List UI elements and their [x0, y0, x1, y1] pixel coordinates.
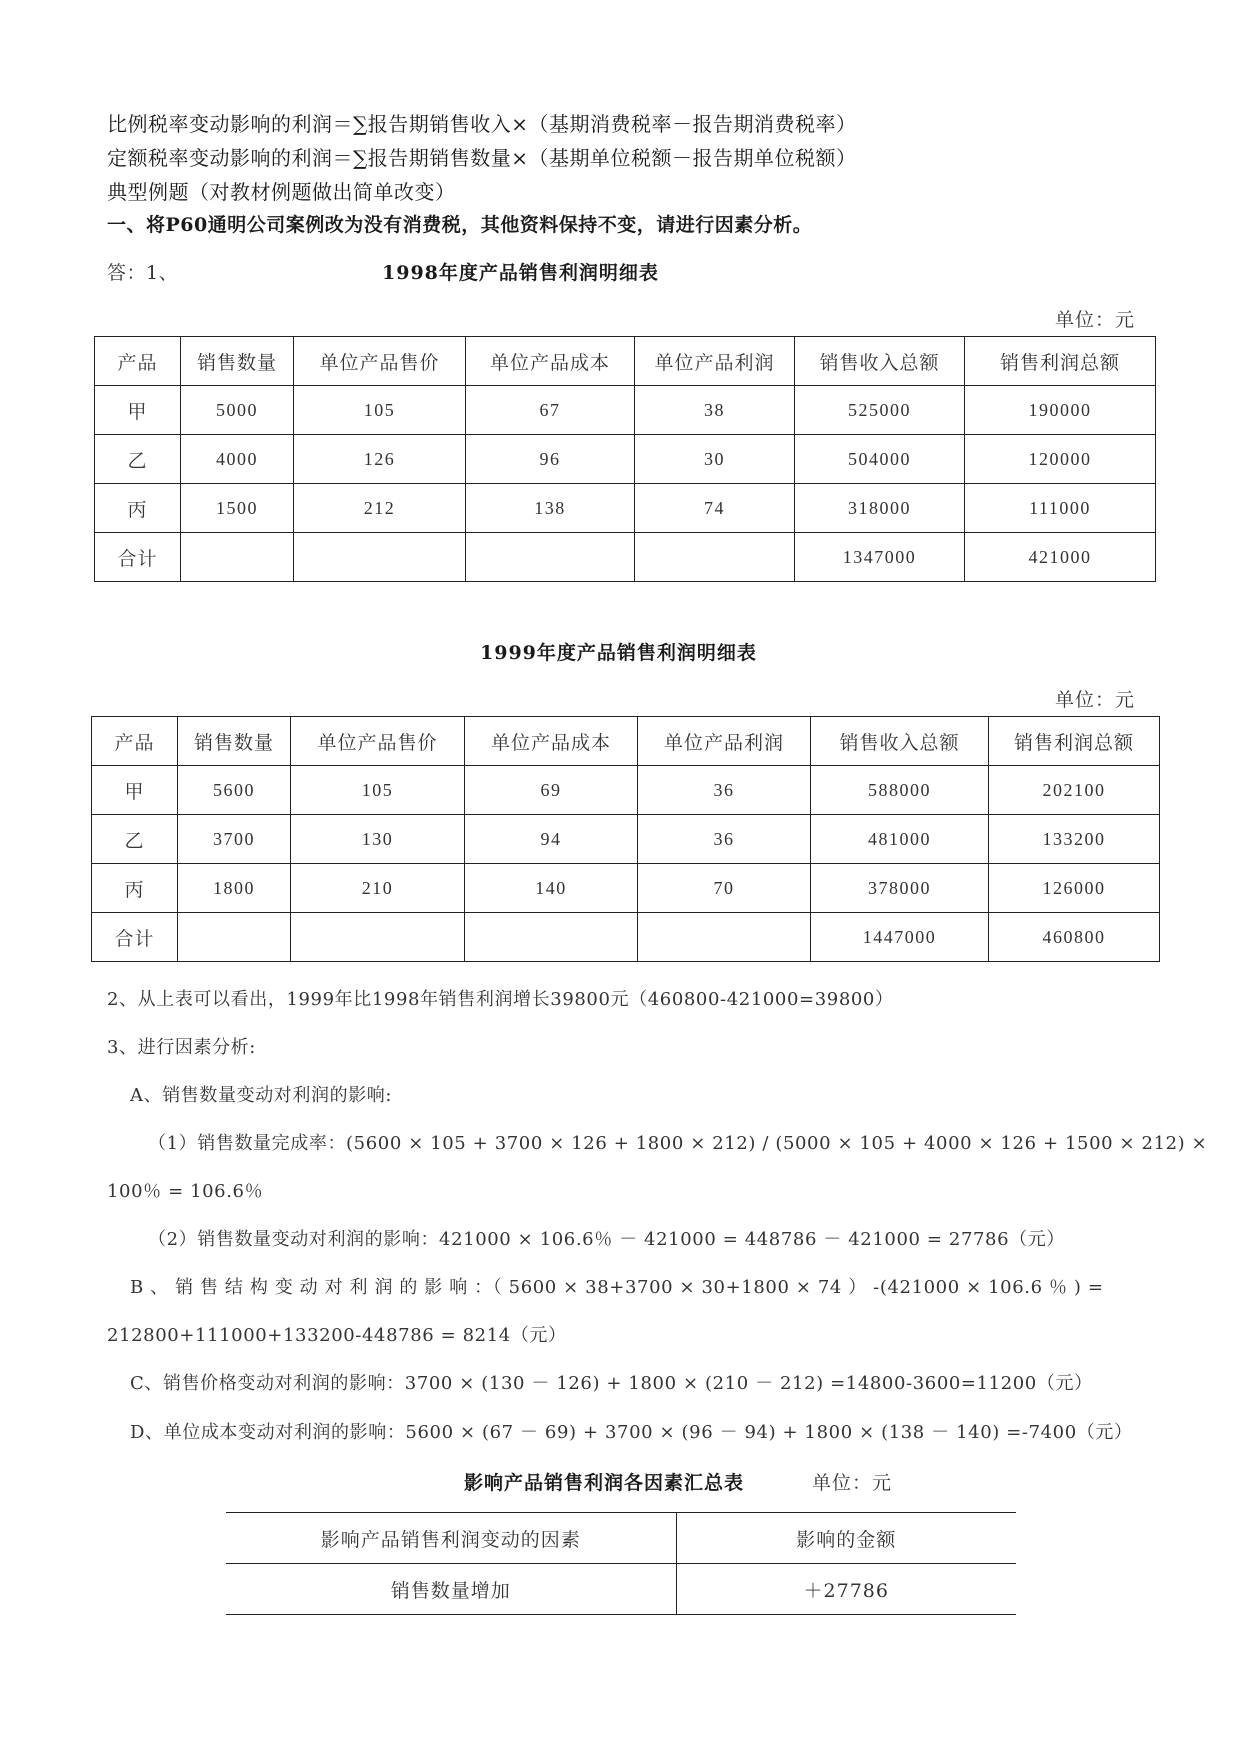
summary-header-row [226, 1513, 1016, 1564]
analysis-a1-line1: （1）销售数量完成率：(5600 × 105 + 3700 × 126 + 1800 × 212) / (5000 × 105 + 4000 × 126 + 1500 × 212) × [148, 1133, 1208, 1154]
table-cell [466, 533, 635, 582]
analysis-a-heading: A、销售数量变动对利润的影响: [130, 1085, 393, 1106]
analysis-d: D、单位成本变动对利润的影响：5600 × (67 － 69) + 3700 × (96 － 94) + 1800 × (138 － 140) =-7400（元） [130, 1422, 1133, 1443]
table-cell: 504000 [795, 435, 965, 484]
product-cell: 合计 [95, 533, 181, 582]
column-header: 销售收入总额 [795, 337, 965, 386]
column-header: 单位产品成本 [465, 717, 638, 766]
table-1998 [94, 336, 1156, 582]
table-cell: 210 [291, 864, 465, 913]
table-cell: 36 [638, 766, 811, 815]
table-cell: 4000 [181, 435, 294, 484]
table-cell: 120000 [965, 435, 1156, 484]
product-cell: 甲 [92, 766, 178, 815]
product-cell: 合计 [92, 913, 178, 962]
table-row [92, 864, 1160, 913]
analysis-c: C、销售价格变动对利润的影响：3700 × (130 － 126) + 1800 × (210 － 212) =14800-3600=11200（元） [130, 1373, 1093, 1394]
summary-cell: ＋27786 [676, 1564, 1016, 1615]
table-cell: 190000 [965, 386, 1156, 435]
summary-unit: 单位：元 [812, 1472, 893, 1494]
table-cell: 1800 [178, 864, 291, 913]
table-header-row [92, 717, 1160, 766]
product-cell: 乙 [95, 435, 181, 484]
table-row [95, 484, 1156, 533]
table-cell: 67 [466, 386, 635, 435]
example-heading: 典型例题（对教材例题做出简单改变） [107, 180, 456, 204]
column-header: 单位产品利润 [638, 717, 811, 766]
table-1999-title: 1999年度产品销售利润明细表 [480, 642, 757, 664]
table-cell: 1447000 [811, 913, 989, 962]
product-cell: 丙 [95, 484, 181, 533]
table-cell [291, 913, 465, 962]
column-header: 单位产品成本 [466, 337, 635, 386]
table-cell: 105 [291, 766, 465, 815]
table-cell: 1347000 [795, 533, 965, 582]
product-cell: 甲 [95, 386, 181, 435]
summary-column-header: 影响的金额 [676, 1513, 1016, 1564]
table-cell [465, 913, 638, 962]
table-cell: 378000 [811, 864, 989, 913]
table-cell: 138 [466, 484, 635, 533]
column-header: 销售数量 [181, 337, 294, 386]
table-cell: 5600 [178, 766, 291, 815]
table-cell: 318000 [795, 484, 965, 533]
table-cell: 38 [635, 386, 795, 435]
table-cell [181, 533, 294, 582]
table-cell: 69 [465, 766, 638, 815]
analysis-b-line2: 212800+111000+133200-448786 = 8214（元） [107, 1325, 567, 1346]
table-1999 [91, 716, 1160, 962]
column-header: 单位产品售价 [291, 717, 465, 766]
table-cell: 212 [294, 484, 466, 533]
table-cell [178, 913, 291, 962]
product-cell: 丙 [92, 864, 178, 913]
table-cell: 3700 [178, 815, 291, 864]
table-cell: 5000 [181, 386, 294, 435]
table-cell: 588000 [811, 766, 989, 815]
table-row [95, 435, 1156, 484]
table-cell: 202100 [989, 766, 1160, 815]
column-header: 销售收入总额 [811, 717, 989, 766]
question-text: 一、将P60通明公司案例改为没有消费税，其他资料保持不变，请进行因素分析。 [107, 214, 813, 236]
table-cell: 36 [638, 815, 811, 864]
summary-table [226, 1512, 1016, 1615]
table-cell: 130 [291, 815, 465, 864]
column-header: 销售数量 [178, 717, 291, 766]
summary-cell: 销售数量增加 [226, 1564, 676, 1615]
summary-row [226, 1564, 1016, 1615]
table-header-row [95, 337, 1156, 386]
table-cell: 481000 [811, 815, 989, 864]
summary-title: 影响产品销售利润各因素汇总表 [464, 1472, 745, 1494]
analysis-b-line1: B 、 销 售 结 构 变 动 对 利 润 的 影 响 ：（ 5600 × 38+3700 × 30+1800 × 74 ） -(421000 × 106.6 ％ ) = [130, 1277, 1104, 1298]
table-cell: 30 [635, 435, 795, 484]
column-header: 产品 [95, 337, 181, 386]
product-cell: 乙 [92, 815, 178, 864]
column-header: 单位产品售价 [294, 337, 466, 386]
table-row [95, 386, 1156, 435]
analysis-a2: （2）销售数量变动对利润的影响：421000 × 106.6％ － 421000 = 448786 － 421000 = 27786（元） [148, 1229, 1065, 1250]
table-1998-title: 1998年度产品销售利润明细表 [382, 262, 659, 284]
column-header: 产品 [92, 717, 178, 766]
table-row [92, 815, 1160, 864]
table-cell: 1500 [181, 484, 294, 533]
table-cell: 105 [294, 386, 466, 435]
formula-fixed-tax: 定额税率变动影响的利润＝∑报告期销售数量×（基期单位税额－报告期单位税额） [107, 146, 857, 170]
table-cell [638, 913, 811, 962]
table-cell: 70 [638, 864, 811, 913]
answer-prefix: 答：1、 [107, 262, 179, 284]
table-row [92, 766, 1160, 815]
table-cell: 126000 [989, 864, 1160, 913]
formula-proportional-tax: 比例税率变动影响的利润＝∑报告期销售收入×（基期消费税率－报告期消费税率） [107, 112, 857, 136]
analysis-factor-heading: 3、进行因素分析: [107, 1037, 256, 1058]
analysis-a1-line2: 100％ = 106.6％ [107, 1181, 264, 1202]
table-cell: 126 [294, 435, 466, 484]
table-cell: 421000 [965, 533, 1156, 582]
table-cell: 94 [465, 815, 638, 864]
table-cell: 140 [465, 864, 638, 913]
table-row [95, 533, 1156, 582]
table-1999-unit: 单位：元 [1055, 689, 1136, 711]
table-cell [294, 533, 466, 582]
table-cell: 133200 [989, 815, 1160, 864]
table-cell: 111000 [965, 484, 1156, 533]
table-cell: 525000 [795, 386, 965, 435]
table-cell: 74 [635, 484, 795, 533]
summary-column-header: 影响产品销售利润变动的因素 [226, 1513, 676, 1564]
table-cell: 96 [466, 435, 635, 484]
column-header: 单位产品利润 [635, 337, 795, 386]
column-header: 销售利润总额 [989, 717, 1160, 766]
table-cell: 460800 [989, 913, 1160, 962]
table-cell [635, 533, 795, 582]
column-header: 销售利润总额 [965, 337, 1156, 386]
table-1998-unit: 单位：元 [1055, 309, 1136, 331]
analysis-profit-increase: 2、从上表可以看出，1999年比1998年销售利润增长39800元（460800-421000=39800） [107, 989, 894, 1010]
table-row [92, 913, 1160, 962]
